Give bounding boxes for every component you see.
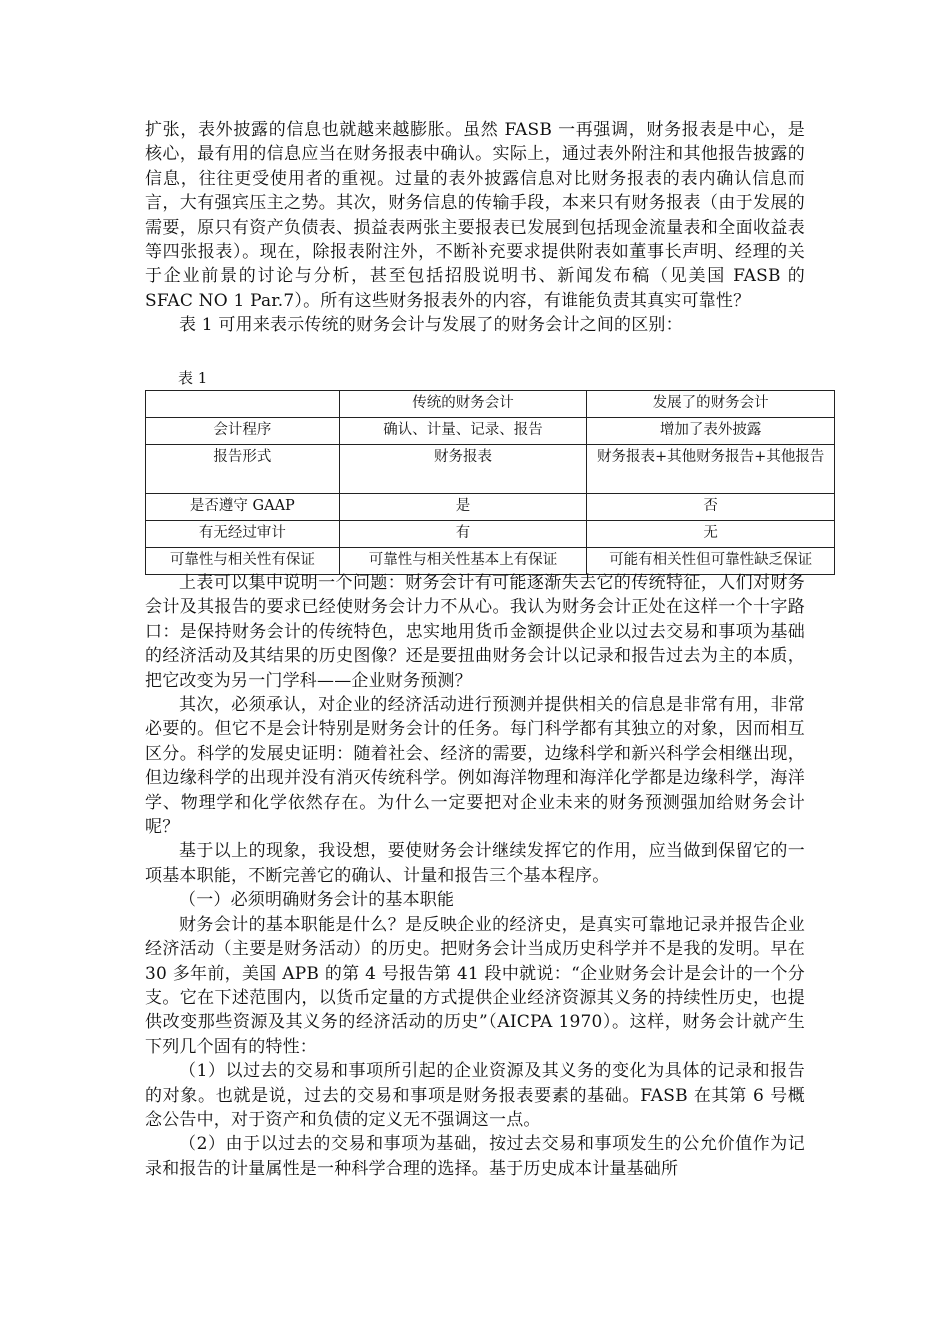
table-cell: 财务报表 <box>339 445 587 494</box>
table-cell: 无 <box>587 521 835 548</box>
table-cell: 是否遵守 GAAP <box>146 494 340 521</box>
paragraph: 扩张，表外披露的信息也就越来越膨胀。虽然 FASB 一再强调，财务报表是中心，是核心，最有用的信息应当在财务报表中确认。实际上，通过表外附注和其他报告披露的信息，往往更受使用者的重视。过量的表外披露信息对比财务报表的表内确认信息而言，大有强宾压主之势。其次，财务信息的传输手段，本来只有财务报表（由于发展的需要，原只有资产负债表、损益表两张主要报表已发展到包括现金流量表和全面收益表等四张报表）。现在，除报表附注外，不断补充要求提供附表如董事长声明、经理的关于企业前景的讨论与分析，甚至包括招股说明书、新闻发布稿（见美国 FASB 的 SFAC NO 1 Par.7）。所有这些财务报表外的内容，有谁能负责其真实可靠性？ <box>145 120 805 311</box>
table-cell: 可能有相关性但可靠性缺乏保证 <box>587 548 835 575</box>
paragraph: 上表可以集中说明一个问题：财务会计有可能逐渐失去它的传统特征，人们对财务会计及其报告的要求已经使财务会计力不从心。我认为财务会计正处在这样一个十字路口：是保持财务会计的传统特色，忠实地用货币金额提供企业以过去交易和事项为基础的经济活动及其结果的历史图像？还是要扭曲财务会计以记录和报告过去为主的本质，把它改变为另一门学科——企业财务预测？ <box>145 573 805 691</box>
table-cell: 有无经过审计 <box>146 521 340 548</box>
table-header-cell: 传统的财务会计 <box>339 391 587 418</box>
paragraph: （1）以过去的交易和事项所引起的企业资源及其义务的变化为具体的记录和报告的对象。也就是说，过去的交易和事项是财务报表要素的基础。FASB 在其第 6 号概念公告中，对于资产和负债的定义无不强调这一点。 <box>145 1061 805 1130</box>
paragraph: 其次，必须承认，对企业的经济活动进行预测并提供相关的信息是非常有用，非常必要的。但它不是会计特别是财务会计的任务。每门科学都有其独立的对象，因而相互区分。科学的发展史证明：随着社会、经济的需要，边缘科学和新兴科学会相继出现，但边缘科学的出现并没有消灭传统科学。例如海洋物理和海洋化学都是边缘科学，海洋学、物理学和化学依然存在。为什么一定要把对企业未来的财务预测强加给财务会计呢？ <box>145 695 805 838</box>
table-header-cell: 发展了的财务会计 <box>587 391 835 418</box>
table-caption: 表 1 <box>178 369 208 387</box>
table-header-row <box>146 391 835 418</box>
table-cell: 财务报表+其他财务报告+其他报告 <box>587 445 835 494</box>
table-cell: 否 <box>587 494 835 521</box>
table-row <box>146 494 835 521</box>
table-cell: 可靠性与相关性基本上有保证 <box>339 548 587 575</box>
section-heading: （一）必须明确财务会计的基本职能 <box>179 890 455 911</box>
table-row <box>146 445 835 494</box>
table-cell: 可靠性与相关性有保证 <box>146 548 340 575</box>
table-cell: 增加了表外披露 <box>587 418 835 445</box>
paragraph: 基于以上的现象，我设想，要使财务会计继续发挥它的作用，应当做到保留它的一项基本职能，不断完善它的确认、计量和报告三个基本程序。 <box>145 841 805 886</box>
table-cell: 有 <box>339 521 587 548</box>
table-cell: 报告形式 <box>146 445 340 494</box>
table-cell: 确认、计量、记录、报告 <box>339 418 587 445</box>
paragraph: （2）由于以过去的交易和事项为基础，按过去交易和事项发生的公允价值作为记录和报告的计量属性是一种科学合理的选择。基于历史成本计量基础所 <box>145 1134 805 1179</box>
table-intro: 表 1 可用来表示传统的财务会计与发展了的财务会计之间的区别： <box>179 315 683 336</box>
table-row <box>146 418 835 445</box>
table-header-cell <box>146 391 340 418</box>
comparison-table <box>145 390 835 575</box>
table-cell: 会计程序 <box>146 418 340 445</box>
table-row <box>146 521 835 548</box>
intro-paragraph <box>145 118 805 338</box>
body-text <box>145 571 805 1181</box>
table-cell: 是 <box>339 494 587 521</box>
paragraph: 财务会计的基本职能是什么？是反映企业的经济史，是真实可靠地记录并报告企业经济活动（主要是财务活动）的历史。把财务会计当成历史科学并不是我的发明。早在 30 多年前，美国 APB 的第 4 号报告第 41 段中就说：“企业财务会计是会计的一个分支。它在下述范围内，以货币定量的方式提供企业经济资源其义务的持续性历史，也提供改变那些资源及其义务的经济活动的历史”（AICPA 1970）。这样，财务会计就产生下列几个固有的特性： <box>145 914 805 1057</box>
